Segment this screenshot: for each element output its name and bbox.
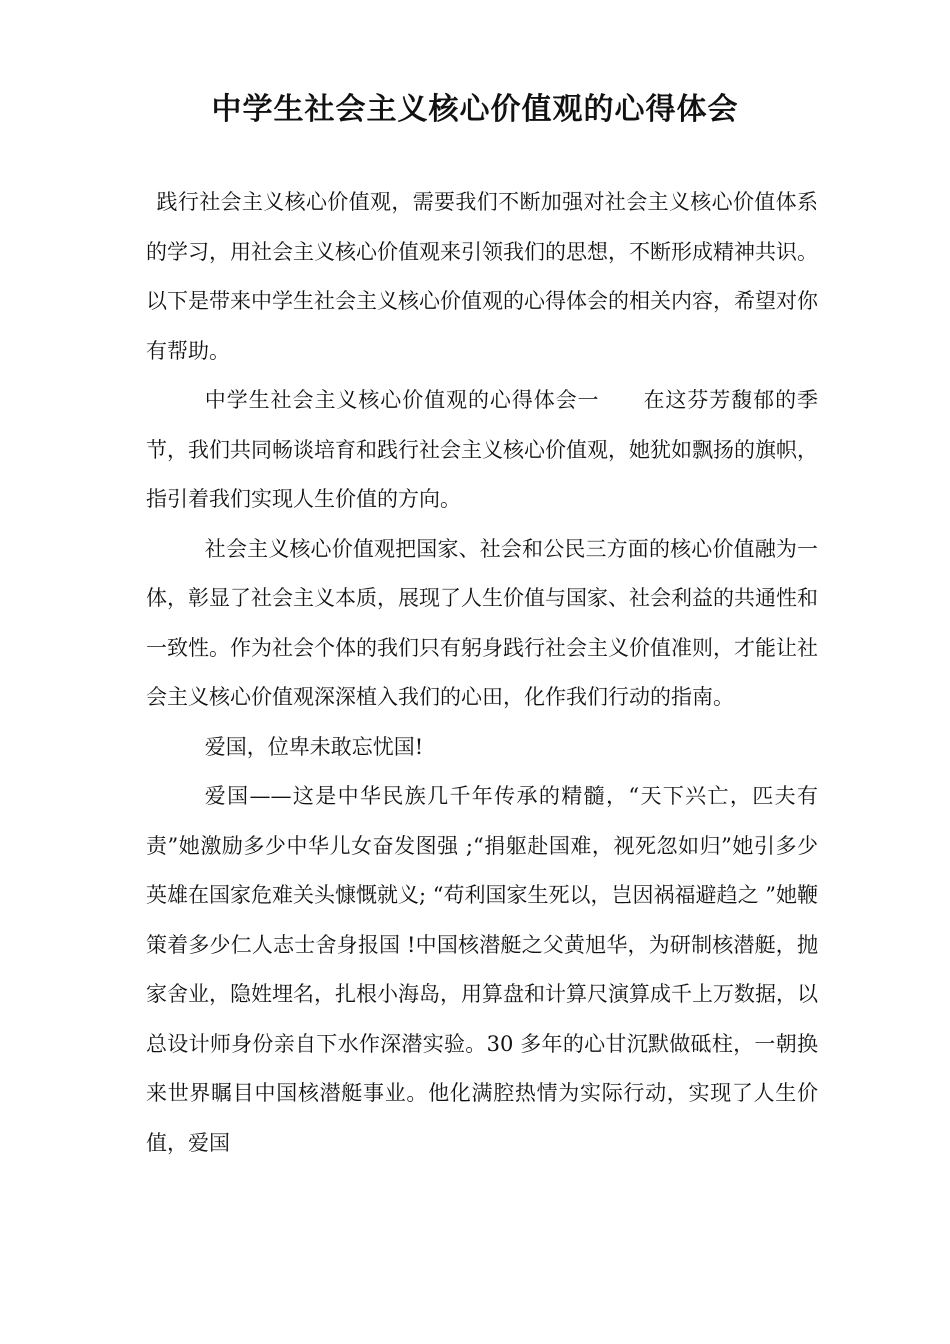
page-title: 中学生社会主义核心价值观的心得体会 (211, 92, 739, 127)
paragraph-core-values: 社会主义核心价值观把国家、社会和公民三方面的核心价值融为一体，彰显了社会主义本质，展现了人生价值与国家、社会利益的共通性和一致性。作为社会个体的我们只有躬身践行社会主义价值准则，才能让社会主义核心价值观深深植入我们的心田，化作我们行动的指南。 (146, 536, 818, 709)
paragraph-intro: 践行社会主义核心价值观，需要我们不断加强对社会主义核心价值体系的学习，用社会主义核心价值观来引领我们的思想，不断形成精神共识。以下是带来中学生社会主义核心价值观的心得体会的相关内容，希望对你有帮助。 (146, 190, 818, 363)
paragraph-patriotism-heading: 爱国，位卑未敢忘忧国! (204, 734, 424, 759)
paragraph-section-one: 中学生社会主义核心价值观的心得体会一 在这芬芳馥郁的季节，我们共同畅谈培育和践行社会主义核心价值观，她犹如飘扬的旗帜，指引着我们实现人生价值的方向。 (146, 388, 818, 511)
paragraph-patriotism: 爱国——这是中华民族几千年传承的精髓，“天下兴亡，匹夫有责”她激励多少中华儿女奋发图强 ;“捐躯赴国难，视死忽如归”她引多少英雄在国家危难关头慷慨就义; “苟利国家生死以，岂因祸福避趋之 ”她鞭策着多少仁人志士舍身报国 !中国核潜艇之父黄旭华，为研制核潜艇，抛家舍业，隐姓埋名，扎根小海岛，用算盘和计算尺演算成千上万数据，以总设计师身份亲自下水作深潜实验。30 多年的心甘沉默做砥柱，一朝换来世界瞩目中国核潜艇事业。他化满腔热情为实际行动，实现了人生价值，爱国 (146, 784, 818, 1155)
document-body (146, 178, 818, 1168)
